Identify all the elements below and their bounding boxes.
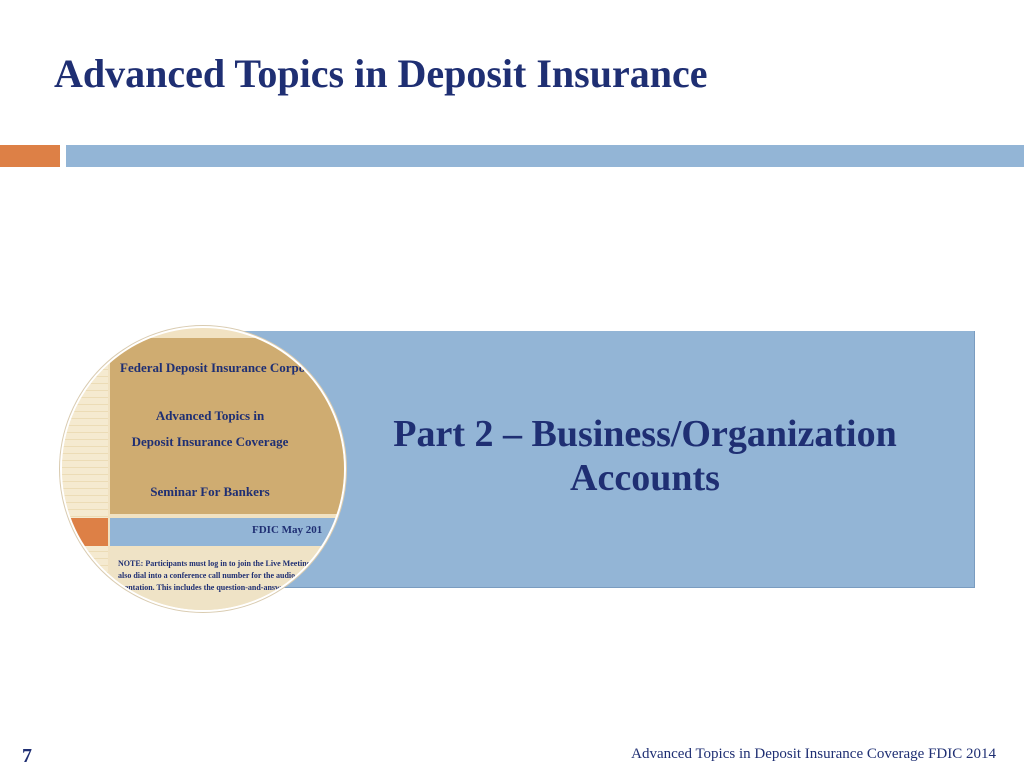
thumbnail-title-line2: Deposit Insurance Coverage	[131, 434, 289, 449]
thumbnail-note	[118, 558, 346, 594]
seminar-cover-thumbnail	[60, 326, 346, 612]
section-heading	[330, 412, 960, 500]
thumbnail-note-line2: also dial into a conference call number for the audio por	[118, 571, 310, 580]
thumbnail-orange-square	[70, 518, 108, 546]
thumbnail-date: FDIC May 201	[252, 524, 323, 536]
thumbnail-subtitle: Seminar For Bankers	[150, 484, 270, 499]
thumbnail-left-strip	[62, 328, 108, 610]
thumbnail-title-line1: Advanced Topics in	[155, 408, 265, 423]
thumbnail-note-line1: NOTE: Participants must log in to join the Live Meeting and	[118, 559, 326, 568]
page-number: 7	[22, 745, 32, 767]
accent-bar-blue	[66, 145, 1024, 167]
accent-bar-orange	[0, 145, 60, 167]
thumbnail-note-line3: esentation. This includes the question-and-answe	[118, 583, 285, 592]
slide-footer: Advanced Topics in Deposit Insurance Coverage FDIC 2014	[631, 746, 996, 762]
section-heading-line1: Part 2 – Business/Organization	[393, 413, 897, 455]
section-heading-line2: Accounts	[570, 457, 720, 499]
slide-title: Advanced Topics in Deposit Insurance	[54, 51, 708, 96]
thumbnail-org-name: Federal Deposit Insurance Corpo	[120, 360, 306, 375]
